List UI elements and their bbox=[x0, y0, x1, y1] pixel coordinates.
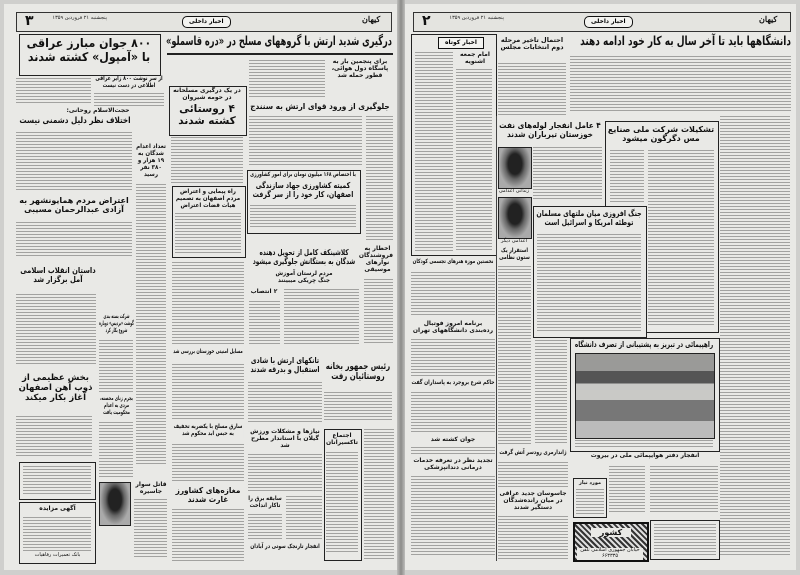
section-label: اخبار داخلی bbox=[182, 16, 231, 28]
article-body bbox=[411, 476, 495, 556]
article-body bbox=[248, 382, 322, 424]
executed-photo-2 bbox=[498, 197, 532, 239]
article-body bbox=[324, 392, 392, 422]
article-body bbox=[286, 496, 322, 540]
article-body bbox=[16, 416, 92, 456]
article-body bbox=[175, 213, 241, 253]
article-body bbox=[172, 509, 244, 561]
article-body bbox=[498, 266, 531, 446]
article-body bbox=[415, 52, 453, 251]
auction-title: آگهی مزایده bbox=[20, 506, 95, 513]
article-body bbox=[411, 392, 495, 434]
article-body bbox=[535, 340, 567, 445]
headline-steel: بخش عظیمی از ذوب آهن اصفهان آغاز بکار میکند bbox=[18, 374, 93, 406]
notice-body bbox=[654, 524, 716, 556]
page-gutter bbox=[397, 0, 405, 575]
ad-brand: کشور bbox=[591, 528, 631, 537]
advertisement bbox=[573, 522, 649, 562]
notice-box bbox=[650, 520, 720, 560]
article-body bbox=[172, 444, 244, 482]
headline-iraqi: ۸۰۰ جوان مبارز عراقی با «آمپول» کشته شدند bbox=[22, 37, 156, 69]
article-body bbox=[249, 60, 325, 98]
article-body bbox=[249, 301, 280, 344]
headline-war: جنگ افروزی میان ملتهای مسلمان توطئه امریکا و اسرائیل است bbox=[536, 209, 642, 228]
headline-sanandaj: جلوگیری از ورود قوای ارتش به سنندج bbox=[247, 102, 393, 112]
headline-executions: تعداد اعدام شدگان به ۱۹ هزار و ۳۸۰ نفر رسید bbox=[135, 144, 167, 180]
article-body bbox=[250, 205, 356, 229]
kicker: با اختصاص ۱۶۸ میلیون تومان برای امور کشاورزی bbox=[250, 171, 356, 178]
article-body bbox=[650, 466, 718, 514]
article-body bbox=[134, 499, 167, 558]
headline-isfahan-march: راه پیمایی و اعتراض مردم اصفهان به تصمیم هیات قضات اعتراض bbox=[175, 188, 241, 209]
headline-spies: جاسوسان جدید عراقی در میان رانده‌شدگان دستگیر شدند bbox=[499, 490, 567, 511]
article-body bbox=[94, 93, 164, 106]
briefs-label: اخبار کوتاه bbox=[438, 37, 484, 49]
article-body bbox=[411, 447, 495, 455]
headline-gendarmerie: ژاندارمری رودسر آتش گرفت bbox=[499, 449, 567, 456]
article-body bbox=[172, 364, 244, 419]
newspaper-page-2 bbox=[405, 4, 796, 570]
headline-disagreement: اختلاف نظر دلیل دشمنی نیست bbox=[19, 116, 131, 126]
headline-kerman: بجرم زنای محصنه، مردی به اعدام محکومیت یافت bbox=[99, 396, 134, 418]
headline-judge: حاکم شرع بروجرد به پاسداران گفت bbox=[411, 379, 495, 386]
section-label: اخبار داخلی bbox=[584, 16, 633, 28]
photo-caption bbox=[575, 440, 713, 447]
main-headline: دانشگاهها باید تا آخر سال به کار خود ادامه دهند bbox=[565, 34, 791, 50]
headline-youth: جوان کشته شد bbox=[411, 437, 495, 444]
executed-photo-1 bbox=[498, 147, 532, 189]
headline-fifth: برای پنجمین بار به پاسگاه دول هوائی، قطور حمله شد bbox=[329, 59, 391, 80]
notice-body bbox=[23, 466, 91, 494]
headline-copper: تشکیلات شرکت ملی صنایع مس دگرگون میشود bbox=[607, 125, 715, 144]
article-body bbox=[610, 150, 644, 202]
article-body bbox=[326, 452, 358, 552]
article-body bbox=[136, 184, 166, 464]
headline-armed-thief: سارق مسلح با یکضربه تخفیف به حبس ابد محکوم شد bbox=[173, 423, 243, 437]
auction-box bbox=[19, 502, 96, 564]
article-body bbox=[498, 516, 568, 560]
column-rule bbox=[496, 116, 497, 561]
kicker: در یک درگیری مسلحانه در حومه شیروان bbox=[171, 88, 243, 101]
article-body bbox=[248, 454, 322, 492]
headline-homayunshahr: اعتراض مردم همایونشهر به آزادی عبدالرحمان مسیبی bbox=[16, 196, 132, 216]
ad-text: خیابان جمهوری اسلامی تلفن ۶۶۳۳۳۵ bbox=[577, 548, 643, 560]
article-body bbox=[99, 340, 133, 392]
article-body bbox=[366, 116, 393, 242]
newspaper-page-3 bbox=[4, 4, 397, 570]
tabriz-march-photo bbox=[575, 353, 715, 439]
photo-caption: زندانی اعدامی bbox=[498, 188, 530, 194]
headline-football: برنامه امروز فوتبال رده‌بندی دانشگاههای تهران bbox=[412, 320, 494, 334]
article-body bbox=[648, 150, 714, 327]
article-body bbox=[533, 147, 602, 201]
main-headline: درگیری شدید ارتش با گروههای مسلح در «دره قاسملو» bbox=[164, 34, 392, 50]
divider bbox=[167, 53, 393, 55]
article-body bbox=[248, 514, 282, 540]
headline-khuzestan: مسایل امنیتی خوزستان بررسی شد bbox=[173, 348, 243, 355]
article-body bbox=[16, 132, 132, 192]
auction-body bbox=[23, 517, 91, 551]
headline-musicians: اخطار به فروشندگان نوارهای موسیقی bbox=[358, 245, 393, 273]
page-header bbox=[16, 12, 392, 32]
headline-beirut: انفجار دفتر هوایپمائی ملی در بیروت bbox=[572, 453, 718, 461]
headline-meeting: اجتماع تاکسیرانان bbox=[326, 432, 358, 446]
headline-explosion: انفجار تارنجک سوتی در آبادان bbox=[248, 544, 322, 552]
headline-meat: شرکت بسته بندی گوشت «بردیس» دوباره شروع بکار کرد bbox=[99, 314, 134, 336]
article-body bbox=[411, 272, 495, 316]
headline-agri: کمیته کشاورزی جهاد سازندگی اصفهان، کار خود را از سر گرفت bbox=[249, 181, 357, 201]
subhead: از سر نوشت ۸۰۰ زایر عراقی اطلاعی در دست نیست bbox=[95, 75, 163, 89]
article-body bbox=[411, 339, 495, 376]
article-body bbox=[498, 63, 566, 115]
article-body bbox=[498, 462, 568, 488]
auction-bank: بانک تعمیرات رفاهیات bbox=[20, 553, 95, 559]
article-body bbox=[171, 137, 243, 183]
headline-president: رئیس جمهور بخانه روستائیان رفت bbox=[324, 362, 392, 386]
headline-friday-imam: امام جمعه اشنویه bbox=[456, 52, 494, 66]
article-body bbox=[284, 289, 359, 344]
page-date: پنجشنبه ۲۱ فروردین ۱۳۵۹ bbox=[52, 15, 107, 21]
article-body bbox=[364, 429, 394, 559]
page-header bbox=[413, 12, 791, 32]
article-body bbox=[364, 279, 393, 344]
page-number: ۳ bbox=[25, 13, 34, 29]
headline-lorestan: مردم لرستان آموزش جنگ چریکی میبینند bbox=[275, 270, 333, 284]
need-ad-box bbox=[573, 478, 607, 518]
article-body bbox=[537, 234, 641, 331]
headline-appointments: ۲ انتصاب bbox=[248, 289, 280, 297]
headline-tariffs: تجدید نظر در تعرفه خدمات درمانی دندانپزشکی bbox=[411, 458, 495, 472]
headline-kalashnikov: کلاشینکف کامل از تحویل دهنده شدگان به بستگانش جلوگیری میشود bbox=[249, 248, 359, 268]
headline-tabriz: راهپیمائی در تبریز به پشتیبانی از تصرف دانشگاه bbox=[572, 340, 716, 350]
page-number: ۲ bbox=[422, 13, 431, 29]
headline-killer: قاتل سوار جاسیره bbox=[135, 481, 167, 495]
article-body bbox=[609, 466, 645, 514]
headline-sports: نیازها و مشکلات ورزش گیلان با استاندار مطرح شد bbox=[248, 429, 322, 450]
article-body bbox=[16, 294, 96, 364]
headline-election: احتمال تاخیر مرحله دوم انتخابات مجلس bbox=[498, 37, 566, 59]
headline-villagers: ۴ روستائی کشته شدند bbox=[171, 103, 243, 130]
article-body bbox=[99, 422, 133, 478]
article-body bbox=[16, 78, 91, 104]
headline-shops: مغازه‌های کشاورز غارت شدند bbox=[175, 486, 241, 505]
article-body bbox=[720, 116, 790, 556]
headline-electricity: سابقه برق را تاکار انداخت bbox=[248, 495, 282, 509]
article-body bbox=[249, 116, 362, 166]
headline-tanks: تانکهای ارتش با شادی استقبال و بدرقه شدند bbox=[248, 356, 322, 376]
headline-amol: داستان انقلاب اسلامی آمل برگزار شد bbox=[18, 266, 98, 286]
photo-caption: اعدامی دیگر bbox=[498, 239, 530, 245]
headline-museum: نخستین موزه هنرهای تجسمی کودکان bbox=[412, 258, 494, 265]
need-ad-title: مورد نیاز bbox=[574, 481, 606, 487]
notice-box bbox=[19, 462, 96, 500]
kicker: حجت‌الاسلام روحانی: bbox=[64, 108, 132, 115]
article-body bbox=[456, 69, 492, 251]
news-briefs-box bbox=[411, 34, 497, 256]
headline-military-column: استقرار یک ستون نظامی bbox=[499, 247, 530, 261]
portrait-photo bbox=[99, 482, 131, 526]
headline-pipelines: ۴ عامل انفجار لوله‌های نفت خوزستان تیرباران شدند bbox=[499, 121, 601, 140]
newspaper-logo: کیهان bbox=[362, 14, 381, 24]
article-body bbox=[172, 262, 244, 344]
need-ad-body bbox=[576, 489, 604, 514]
article-body bbox=[16, 222, 132, 257]
article-body bbox=[570, 56, 791, 112]
page-date: پنجشنبه ۲۱ فروردین ۱۳۵۹ bbox=[449, 15, 504, 21]
newspaper-logo: کیهان bbox=[759, 14, 778, 24]
